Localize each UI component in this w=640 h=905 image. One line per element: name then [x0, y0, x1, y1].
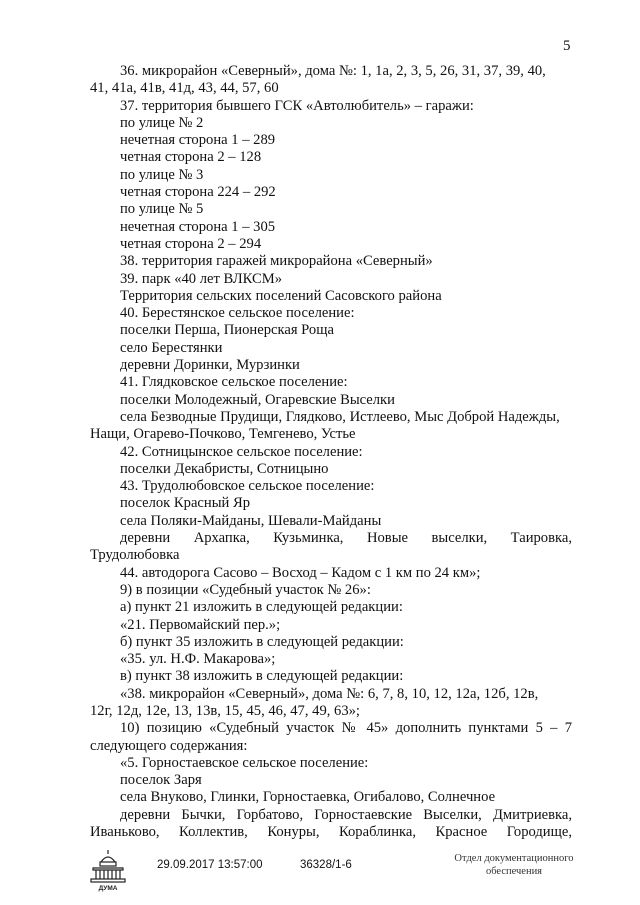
text-line: 12г, 12д, 12е, 13, 13в, 15, 45, 46, 47, 49, 63»;	[90, 702, 360, 719]
text-line: четная сторона 224 – 292	[120, 184, 276, 201]
text-line: 42. Сотницынское сельское поселение:	[120, 443, 363, 460]
logo-text: ДУМА	[98, 885, 118, 892]
footer-department-line1: Отдел документационного	[454, 853, 574, 864]
footer-doc-code: 36328/1-6	[300, 859, 352, 871]
text-line: 41. Глядковское сельское поселение:	[120, 374, 348, 391]
text-line: б) пункт 35 изложить в следующей редакции:	[120, 633, 404, 650]
text-line: поселок Заря	[120, 772, 202, 789]
text-line: по улице № 5	[120, 201, 204, 218]
text-line: 9) в позиции «Судебный участок № 26»:	[120, 581, 371, 598]
text-line: четная сторона 2 – 128	[120, 149, 262, 166]
text-line: деревни Архапка, Кузьминка, Новые выселки, Таировка,	[120, 530, 572, 547]
text-line: а) пункт 21 изложить в следующей редакции:	[120, 599, 403, 616]
footer-datetime: 29.09.2017 13:57:00	[157, 859, 263, 871]
text-line: поселки Молодежный, Огаревские Выселки	[120, 391, 395, 408]
text-line: «5. Горностаевское сельское поселение:	[120, 754, 369, 771]
text-line: нечетная сторона 1 – 289	[120, 132, 276, 149]
text-line: 38. территория гаражей микрорайона «Северный»	[120, 253, 433, 270]
text-line: Иваньково, Коллектив, Конуры, Кораблинка, Красное Городище,	[90, 824, 572, 841]
text-line: села Внуково, Глинки, Горностаевка, Огибалово, Солнечное	[120, 789, 496, 806]
text-line: 39. парк «40 лет ВЛКСМ»	[120, 270, 282, 287]
text-line: четная сторона 2 – 294	[120, 235, 262, 252]
text-line: 43. Трудолюбовское сельское поселение:	[120, 478, 375, 495]
text-line: 36. микрорайон «Северный», дома №: 1, 1а, 2, 3, 5, 26, 31, 37, 39, 40,	[120, 63, 546, 79]
text-line: деревни Доринки, Мурзинки	[120, 357, 300, 374]
text-line: следующего содержания:	[90, 737, 248, 754]
text-line: «35. ул. Н.Ф. Макарова»;	[120, 651, 276, 668]
text-line: 37. территория бывшего ГСК «Автолюбитель» – гаражи:	[120, 97, 474, 114]
document-body	[90, 63, 572, 841]
text-line: 10) позицию «Судебный участок № 45» дополнить пунктами 5 – 7	[120, 720, 572, 737]
text-line: село Берестянки	[120, 339, 223, 356]
text-line: по улице № 2	[120, 114, 204, 131]
text-line: Территория сельских поселений Сасовского района	[120, 287, 442, 304]
text-line: в) пункт 38 изложить в следующей редакции:	[120, 668, 404, 685]
text-line: села Поляки-Майданы, Шевали-Майданы	[120, 512, 382, 529]
text-line: поселки Перша, Пионерская Роща	[120, 322, 334, 339]
text-line: по улице № 3	[120, 166, 204, 183]
text-line: Нащи, Огарево-Почково, Темгенево, Устье	[90, 426, 356, 443]
text-line: нечетная сторона 1 – 305	[120, 218, 276, 235]
footer-department-line2: обеспечения	[485, 866, 543, 877]
text-line: села Безводные Прудищи, Глядково, Истлеево, Мыс Доброй Надежды,	[120, 408, 560, 425]
duma-building-icon	[88, 848, 128, 892]
text-line: 40. Берестянское сельское поселение:	[120, 305, 355, 322]
text-line: «21. Первомайский пер.»;	[120, 616, 281, 633]
page-number: 5	[563, 38, 571, 54]
footer-department	[428, 852, 600, 878]
text-line: 44. автодорога Сасово – Восход – Кадом с 1 км по 24 км»;	[120, 564, 481, 581]
text-line: поселки Декабристы, Сотницыно	[120, 460, 329, 477]
text-line: деревни Бычки, Горбатово, Горностаевские Выселки, Дмитриевка,	[120, 806, 572, 823]
text-line: 41, 41а, 41в, 41д, 43, 44, 57, 60	[90, 80, 279, 97]
text-line: поселок Красный Яр	[120, 495, 251, 512]
page-footer	[0, 848, 640, 898]
text-line: «38. микрорайон «Северный», дома №: 6, 7, 8, 10, 12, 12а, 12б, 12в,	[120, 685, 539, 702]
text-line: Трудолюбовка	[90, 547, 180, 564]
